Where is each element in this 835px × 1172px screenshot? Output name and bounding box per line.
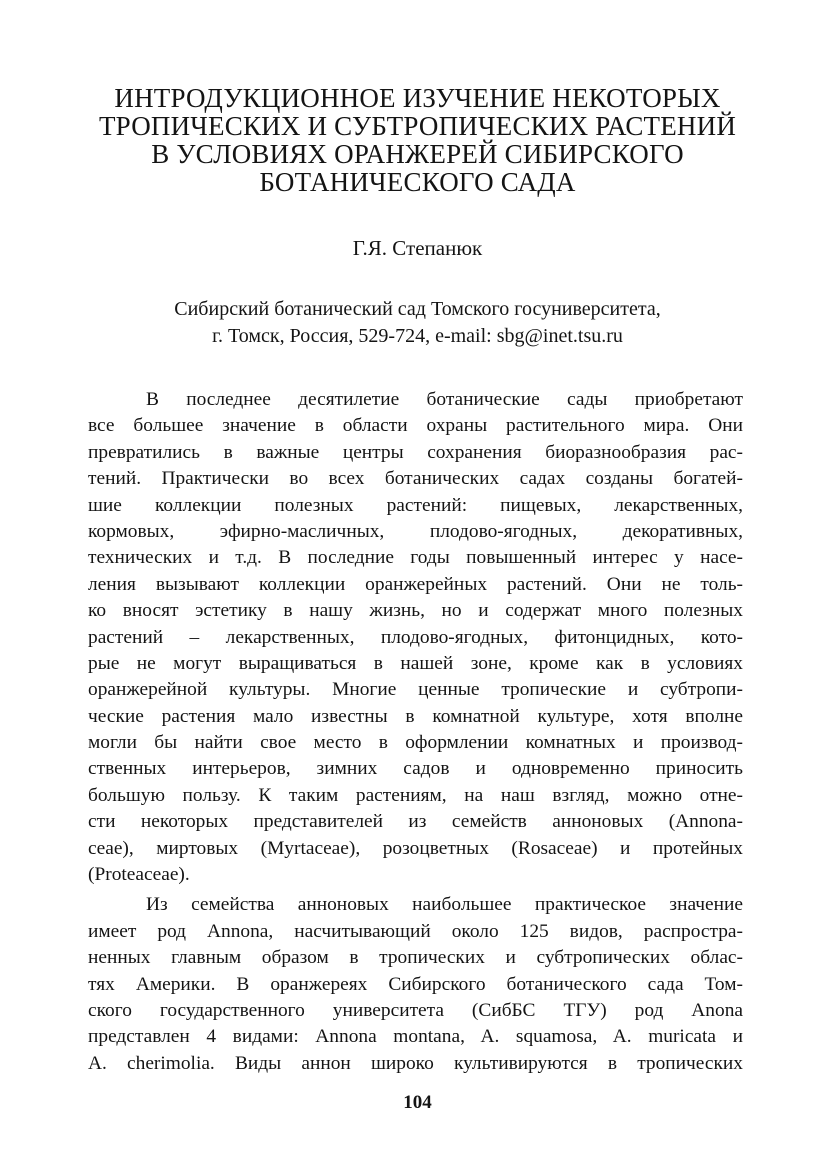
text-line: большую пользу. К таким растениям, на наш взгляд, можно отне- (88, 784, 743, 806)
affiliation-line: г. Томск, Россия, 529-724, e-mail: sbg@inet.tsu.ru (212, 325, 623, 347)
text-line: технических и т.д. В последние годы повышенный интерес у насе- (88, 547, 743, 569)
text-line: тях Америки. В оранжереях Сибирского ботанического сада Том- (88, 973, 743, 995)
text-line: все большее значение в области охраны растительного мира. Они (88, 415, 743, 437)
text-line: ления вызывают коллекции оранжерейных растений. Они не толь- (88, 573, 743, 595)
text-line: В последнее десятилетие ботанические сады приобретают (146, 389, 743, 410)
affiliation-line: Сибирский ботанический сад Томского госуниверситета, (174, 298, 661, 320)
text-line: превратились в важные центры сохранения биоразнообразия рас- (88, 441, 743, 463)
text-line: имеет род Annona, насчитывающий около 125 видов, распростра- (88, 920, 743, 942)
text-line: ственных интерьеров, зимних садов и одновременно приносить (88, 758, 743, 780)
affiliation (80, 296, 755, 350)
paragraph-2 (88, 892, 743, 1077)
text-line: рые не могут выращиваться в нашей зоне, кроме как в условиях (88, 652, 743, 674)
title-line: ИНТРОДУКЦИОННОЕ ИЗУЧЕНИЕ НЕКОТОРЫХ (114, 83, 721, 113)
author-name: Г.Я. Степанюк (352, 236, 483, 260)
text-line: шие коллекции полезных растений: пищевых, лекарственных, (88, 494, 743, 516)
text-line: ского государственного университета (СибБС ТГУ) род Anona (88, 999, 743, 1021)
text-line: тений. Практически во всех ботанических садах созданы богатей- (88, 468, 743, 490)
page-number: 104 (403, 1092, 432, 1113)
title-line: БОТАНИЧЕСКОГО САДА (259, 167, 576, 197)
text-line: сти некоторых представителей из семейств анноновых (Annona- (88, 811, 743, 833)
text-line: ненных главным образом в тропических и субтропических облас- (88, 947, 743, 969)
text-line: могли бы найти свое место в оформлении комнатных и производ- (88, 732, 743, 754)
article-body (88, 387, 743, 1077)
text-line: ческие растения мало известны в комнатной культуре, хотя вполне (88, 705, 743, 727)
text-line: (Proteaceae). (88, 864, 190, 886)
title-line: ТРОПИЧЕСКИХ И СУБТРОПИЧЕСКИХ РАСТЕНИЙ (98, 111, 737, 141)
text-line: представлен 4 видами: Annona montana, A. squamosa, A. muricata и (88, 1026, 743, 1048)
title-line: В УСЛОВИЯХ ОРАНЖЕРЕЙ СИБИРСКОГО (151, 139, 684, 169)
text-line: ceae), миртовых (Myrtaceae), розоцветных (Rosaceae) и протейных (88, 837, 743, 859)
text-line: кормовых, эфирно-масличных, плодово-ягодных, декоративных, (88, 520, 743, 542)
text-line: Из семейства анноновых наибольшее практическое значение (146, 894, 743, 916)
text-line: растений – лекарственных, плодово-ягодных, фитонцидных, кото- (88, 626, 743, 648)
text-line: A. cherimolia. Виды аннон широко культивируются в тропических (88, 1052, 743, 1074)
paragraph-1 (88, 387, 743, 888)
article-title (80, 84, 755, 196)
text-line: оранжерейной культуры. Многие ценные тропические и субтропи- (88, 679, 743, 701)
text-line: ко вносят эстетику в нашу жизнь, но и содержат много полезных (88, 600, 743, 622)
